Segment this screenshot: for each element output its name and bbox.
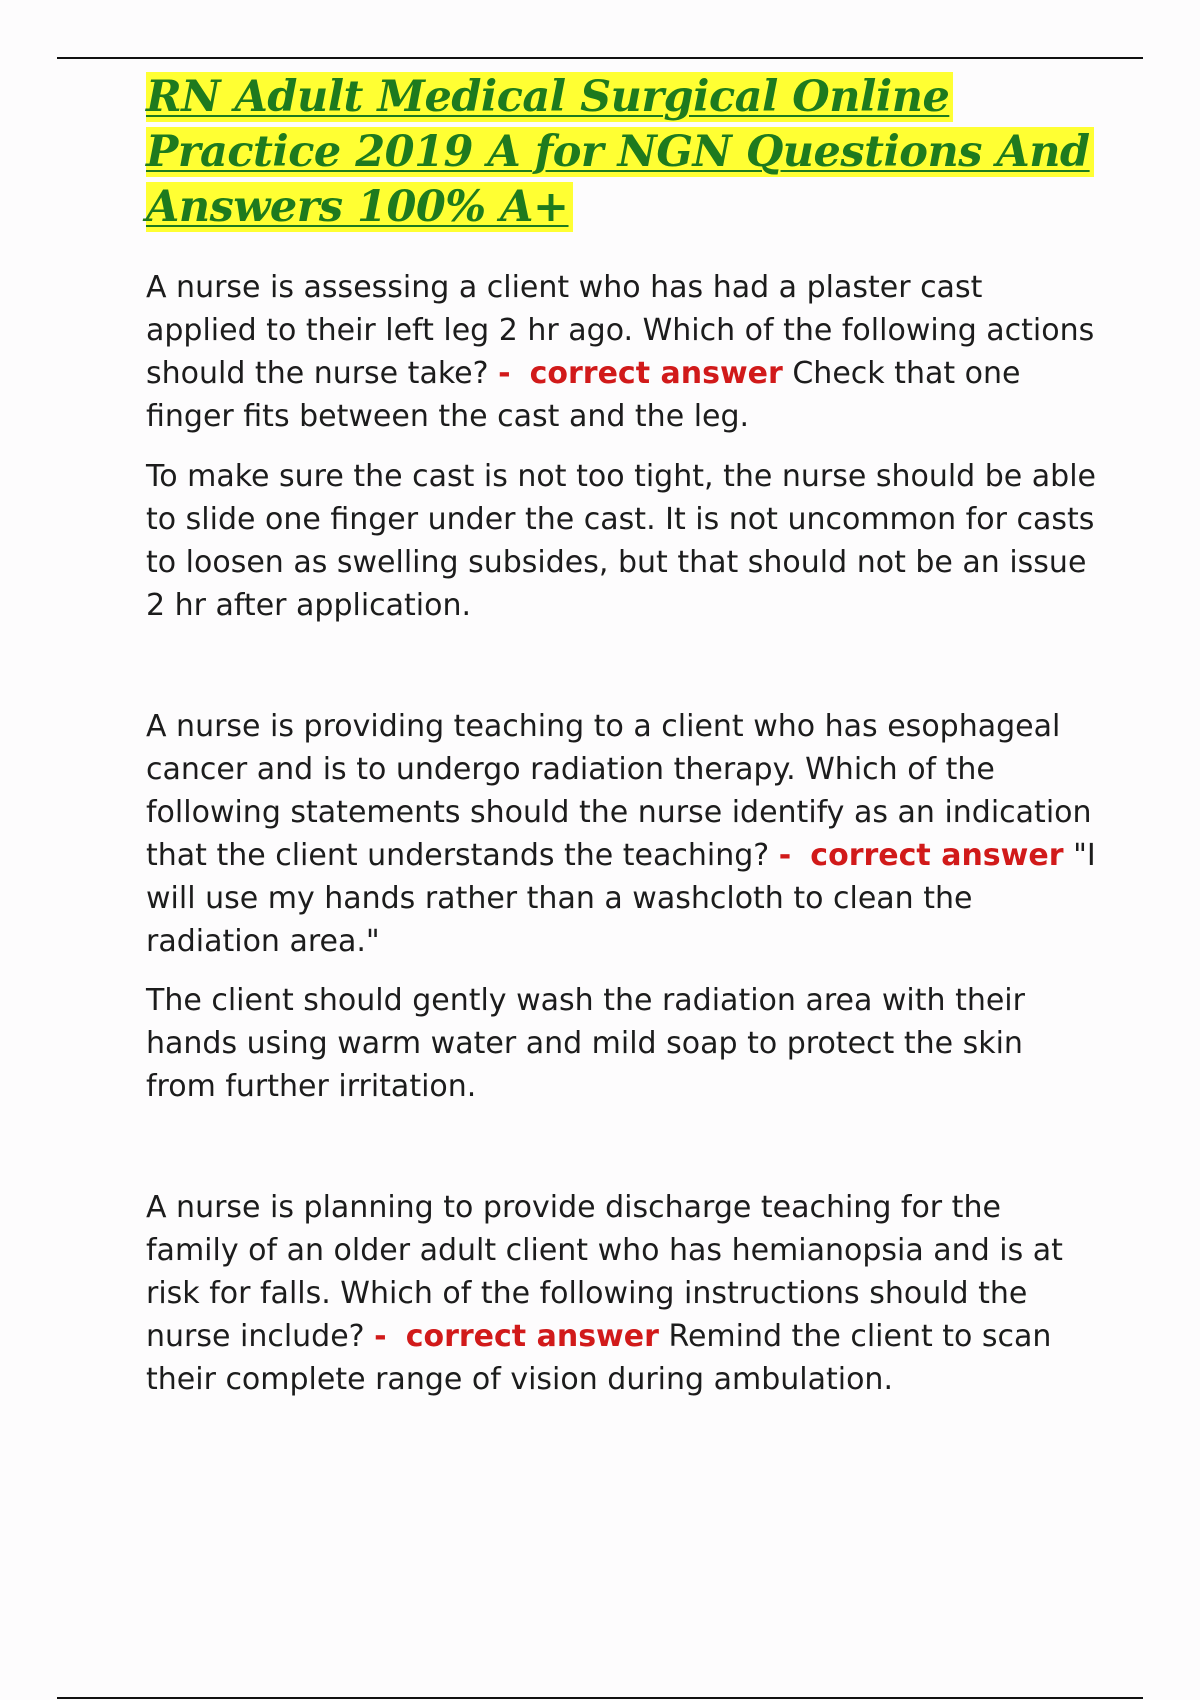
question-1 <box>146 266 1096 438</box>
question-2-text: A nurse is providing teaching to a client who has esophageal cancer and is to undergo radiation therapy. Which of the following statements should the nurse identify as an indication that the client understands the teaching? <box>146 709 1092 873</box>
answer-separator: - <box>374 1319 387 1354</box>
document-page <box>146 70 1096 1401</box>
answer-separator: - <box>498 356 511 391</box>
correct-answer-label: correct answer <box>529 356 783 391</box>
rationale-2: The client should gently wash the radiation area with their hands using warm water and mild soap to protect the skin from further irritation. <box>146 983 1025 1104</box>
footer-rule <box>57 1697 1143 1699</box>
document-title <box>146 70 1096 235</box>
header-rule <box>57 57 1143 59</box>
question-2 <box>146 705 1096 963</box>
question-3-text: A nurse is planning to provide discharge teaching for the family of an older adult client who has hemianopsia and is at risk for falls. Which of the following instructions should the nurse include? <box>146 1190 1063 1354</box>
question-3 <box>146 1186 1096 1401</box>
answer-1-text: Check that one finger fits between the cast and the leg. <box>146 356 1021 434</box>
rationale-1: To make sure the cast is not too tight, the nurse should be able to slide one finger under the cast. It is not uncommon for casts to loosen as swelling subsides, but that should not be an issue 2 hr after application. <box>146 459 1097 623</box>
answer-2-text: "I will use my hands rather than a washcloth to clean the radiation area." <box>146 838 1096 959</box>
question-1-text: A nurse is assessing a client who has had a plaster cast applied to their left leg 2 hr ago. Which of the following actions should the nurse take? <box>146 270 1095 391</box>
correct-answer-label: correct answer <box>405 1319 659 1354</box>
answer-separator: - <box>778 838 792 873</box>
answer-3-text: Remind the client to scan their complete range of vision during ambulation. <box>146 1319 1052 1397</box>
title-highlight: RN Adult Medical Surgical Online Practice 2019 A for NGN Questions And Answers 100% A+ <box>146 72 1094 232</box>
correct-answer-label: correct answer <box>810 838 1064 873</box>
